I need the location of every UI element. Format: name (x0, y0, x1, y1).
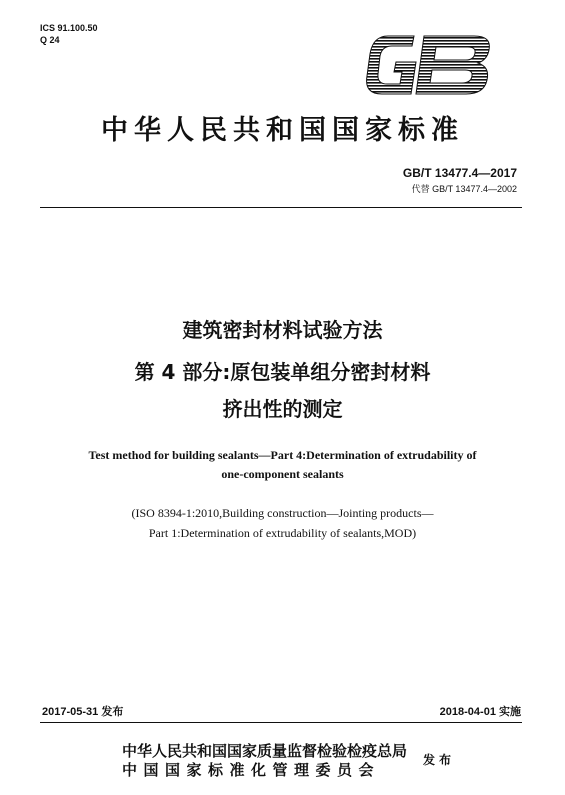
implementation-date: 2018-04-01 实施 (439, 706, 521, 718)
ics-code: ICS 91.100.50 (40, 23, 98, 33)
iso-reference-line1: (ISO 8394-1:2010,Building construction—Jointing products— (131, 506, 434, 520)
standard-number: GB/T 13477.4—2017 (402, 166, 517, 180)
title-en-line1: Test method for building sealants—Part 4:Determination of extrudability of (88, 448, 477, 462)
gb-logo (366, 34, 494, 96)
title-en (40, 446, 525, 484)
iso-reference-line2: Part 1:Determination of extrudability of sealants,MOD) (148, 526, 417, 540)
logo-text: GB (366, 34, 368, 35)
publish-label: 发布 (423, 753, 456, 767)
replaces-note: 代替 GB/T 13477.4—2002 (411, 184, 517, 194)
header-divider (40, 207, 522, 208)
iso-reference (40, 503, 525, 543)
title-cn-line2: 第 4 部分:原包装单组分密封材料 (134, 360, 431, 384)
title-cn-line1: 建筑密封材料试验方法 (182, 318, 383, 342)
issuer-line1: 中华人民共和国国家质量监督检验检疫总局 (122, 742, 408, 760)
national-standard-heading: 中华人民共和国国家标准 (101, 115, 464, 146)
standard-number-block (403, 166, 517, 195)
issue-date: 2017-05-31 发布 (42, 706, 124, 718)
ccs-code: Q 24 (40, 35, 60, 45)
issuer-line2: 中国国家标准化管理委员会 (122, 761, 381, 779)
issuing-authorities (122, 742, 407, 780)
title-cn-line3: 挤出性的测定 (222, 397, 343, 421)
ics-classification (40, 22, 98, 46)
title-en-line2: one-component sealants (221, 467, 344, 481)
footer-divider (40, 722, 522, 723)
